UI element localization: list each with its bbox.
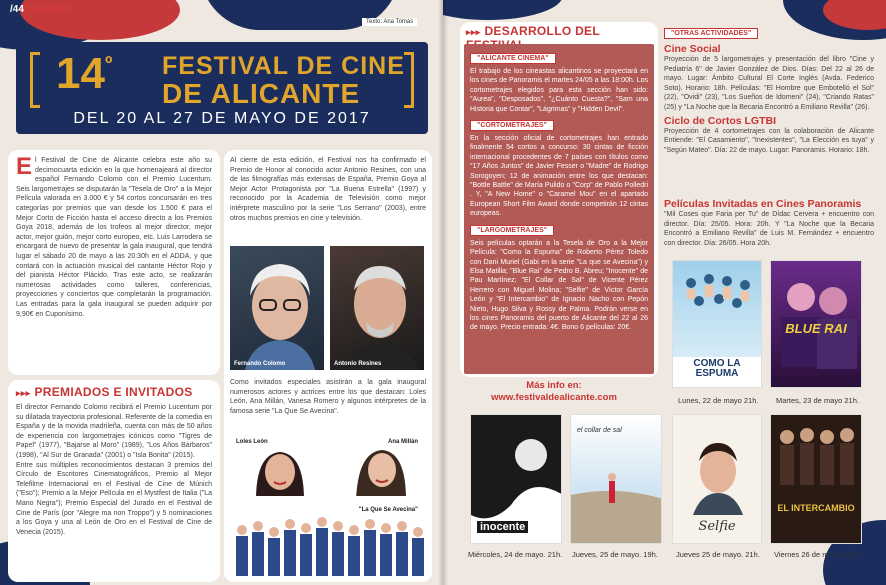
alicante-pill: "ALICANTE CINEMA" bbox=[470, 53, 556, 64]
col2-card bbox=[224, 150, 432, 582]
poster-como-la-espuma[interactable] bbox=[672, 260, 762, 388]
poster-caption: Jueves 25 de mayo. 21h. bbox=[676, 550, 760, 559]
cast-group bbox=[230, 502, 426, 578]
premiados-heading: ▸▸▸ PREMIADOS E INVITADOS bbox=[16, 385, 193, 399]
photo-caption: Ana Millán bbox=[387, 439, 418, 445]
photo-ana bbox=[328, 432, 426, 498]
lgtbi-title: Ciclo de Cortos LGTBI bbox=[664, 114, 777, 127]
poster-caption: Martes, 23 de mayo 21h. bbox=[776, 396, 859, 405]
poster-art bbox=[571, 415, 662, 544]
bracket-right bbox=[404, 52, 414, 108]
festival-title: FESTIVAL DE CINE bbox=[162, 52, 405, 80]
invitadas-text: "Mil Coses que Faria per Tu" de Dídac Cervera + encuentro con director. Día: 25/05. Hora: 20h. Y "La Noche que la Becaria Encontró a Emiliano Revilla" de Luis M. Fernández + encuentro con director. Día: 26/05. Hora 20h. bbox=[664, 211, 874, 247]
poster-title: el collar de sal bbox=[577, 427, 622, 434]
desarrollo-block bbox=[464, 44, 654, 374]
poster-blue-rai[interactable] bbox=[770, 260, 862, 388]
poster-caption: Jueves, 25 de mayo. 19h. bbox=[572, 550, 658, 559]
lgtbi-text: Proyección de 4 cortometrajes con la colaboración de Alicante Entiende: "El Casamiento", "Inexistentes", "La Elección es tuya" y "Según Mateo". Día: 22 de mayo. Lugar: Panoramis. Horario: 18h. bbox=[664, 127, 874, 154]
portrait-colomo bbox=[230, 246, 326, 372]
invitadas-title: Películas Invitadas en Cines Panoramis bbox=[664, 198, 862, 210]
poster-collar-de-sal[interactable] bbox=[570, 414, 662, 544]
page-number: /44 Candente bbox=[10, 4, 73, 15]
intro-text: El Festival de Cine de Alicante celebra este año su decimocuarta edición en la que homenajeará al director español Fernando Colomo con el Premio Lucentum. Seis largometrajes se disputarán la "Tesela de Oro" a la Mejor Película valorada en 3.000 € y 54 cortos concursarán en tres categorías por premios que van desde los 1.500 € para el Mejor Corto de Ficción hasta el acceso directo a los Premios Goya 2018, además de los trofeos al mejor director, mejor actor, mejor guión, mejor corto europeo, etc. Luis Larrodera se encargará de nuevo de presentar la gala inaugural, que tendrá lugar el sábado 20 de mayo a las 20:30h en el ADDA, y que contará con la actuación musical del cantante Héctor Rojo y del pianista Héctor Plácido. Tras este acto, se realizarán numerosas actividades como talleres, conferencias, proyecciones y conciertos que completarán la programación. Las entradas para la gala inaugural se pueden adquirir por 9,90€ en Cuponísimo. bbox=[16, 153, 212, 318]
author-credit: Texto: Ana Tomás bbox=[362, 18, 417, 26]
arrows-icon: ▸▸▸ bbox=[16, 388, 31, 398]
festival-city: DE ALICANTE bbox=[162, 78, 361, 109]
poster-title: EL INTERCAMBIO bbox=[777, 503, 855, 513]
dropcap: E bbox=[16, 153, 33, 180]
poster-title: COMO LA ESPUMA bbox=[693, 358, 741, 379]
otras-pill: "OTRAS ACTIVIDADES" bbox=[664, 28, 758, 39]
photo-loles bbox=[228, 432, 326, 498]
invitadas-block bbox=[664, 198, 874, 258]
largos-text: Seis películas optarán a la Tesela de Oro a la Mejor Película: "Como la Espuma" de Roberto Pérez Toledo con Dani Muriel (Gabi en la serie "La que se Avecina") y Elsa Matilla; "Blue Rai" de Pedro B. Abreu; "Inocente" de Pau Martínez; "El Collar de Sal" de Vicente Pérez Herrero con Miguel Molina; "Selfie" de Víctor García León y "El Intercambio" de Ignacio Nacho con Pepón Nieto, Hugo Silva y Rossy de Palma. Podrán verse en los cines Panoramis del puerto de Alicante del 22 al 26 de mayo. Precio entrada: 4€. Bono 6 películas: 20€. bbox=[470, 239, 648, 332]
poster-inocente[interactable] bbox=[470, 414, 562, 544]
cine-social-title: Cine Social bbox=[664, 43, 721, 55]
arrows-icon: ▸▸▸ bbox=[466, 27, 481, 37]
premiados-card bbox=[8, 380, 220, 582]
premiados-text: El director Fernando Colomo recibirá el Premio Lucentum por su dilatada trayectoria profesional. Referente de la comedia en España y de la movida madrileña, cuenta con más de 50 años de experiencia con largometrajes icónicos como "Tigres de Papel" (1977), "Bajarse al Moro" (1989), "Los Años Bárbaros" (1998), "Al Sur de Granada" (2001) o "Isla Bonita" (2015). bbox=[16, 404, 212, 459]
poster-title: Selfie bbox=[698, 519, 736, 534]
poster-caption: Miércoles, 24 de mayo. 21h. bbox=[468, 550, 563, 559]
desarrollo-heading: ▸▸▸ DESARROLLO DEL bbox=[466, 24, 600, 38]
bracket-left bbox=[30, 52, 40, 108]
poster-caption: Viernes 26 de mayo. 21h. bbox=[774, 550, 860, 559]
festival-dates: DEL 20 AL 27 DE MAYO DE 2017 bbox=[73, 110, 371, 127]
photo-colomo bbox=[228, 244, 326, 372]
premiados-text-2: Entre sus múltiples reconocimientos destacan 3 premios del Círculo de Escritores Cinematográficos, Premio al Mejor Telefilme Internacional en el Festival de Cine de Múnich ("Eso"); Premio a la Mejor Película en el Mystfest de Italia ("La Mano Negra"); Premio Especial del Jurado en el Festival de Cine de París (por "Alegre ma non Troppo") y 5 nominaciones a los Goya y una al León de Oro en el Festival de Cine de Venecia (2015). bbox=[16, 461, 212, 536]
photo-caption: "La Que Se Avecina" bbox=[358, 507, 418, 513]
more-info-label: Más info en: bbox=[526, 380, 582, 391]
intro-card bbox=[8, 150, 220, 375]
photo-caption: Antonio Resines bbox=[334, 361, 382, 367]
photo-resines bbox=[328, 244, 426, 372]
otras-block bbox=[664, 22, 874, 200]
cortos-text: En la sección oficial de cortometrajes han entrado finalmente 54 cortos a concurso: 30 cintas de ficción internacional procedentes de 7 países con títulos como "17 Años Juntos" de Javier Fesser o "Madre" de Rodrigo Sorogoyen; 12 de animación entre los que destacan: "Bottle Battle" de María Pulido o "Corp" de Pablo Polledri . Y, "A New Home" o "Caramel Mou" en el apartado European Short Film Award donde competirán 12 cintas europeas. bbox=[470, 135, 648, 218]
edition-number: $14^º$ bbox=[56, 49, 113, 98]
decor-shape bbox=[443, 0, 563, 20]
cine-social-text: Proyección de 5 largometrajes y presentación del libro "Cine y Pediatría 6" de Javier González de Dios. Días: Del 22 al 26 de mayo. Lugar: Ámbito Cultural El Corte Inglés (Avda. Federico Soto). Horario: 18h. Películas: "El Hombre que Embotelló el Sol" (22), "Ovidi" (23), "Los Sueños de Idomeni" (24), "Criando Ratas" (25) y "La Noche que la Becaria Encontró a Emiliano Revilla" (26). bbox=[664, 56, 874, 111]
poster-caption: Lunes, 22 de mayo 21h. bbox=[678, 396, 759, 405]
poster-title: BLUE RAI bbox=[785, 321, 847, 336]
more-info bbox=[470, 380, 638, 404]
invitados-text: Como invitados especiales asistirán a la gala inaugural numerosos actores y actrices entre los que destacan: Loles León, Ana Millán, Vanesa Romero y algunos intérpretes de la famosa serie "La Que Se Avecina". bbox=[230, 379, 426, 415]
title-banner bbox=[16, 42, 428, 134]
poster-intercambio[interactable] bbox=[770, 414, 862, 544]
poster-art bbox=[771, 415, 862, 544]
resines-text: Al cierre de esta edición, el Festival nos ha confirmado el Premio de Honor al conocido actor Antonio Resines, con una de las filmografías más extensas de España, Premio Goya al Mejor Actor Protagonista por "La Buena Estrella" (1997) y reconocido por la Academia de Televisión como mejor intérprete masculino por la serie "Los Serrano" (2003), entre otros muchos premios en cine y televisión. bbox=[230, 157, 426, 222]
poster-title: inocente bbox=[477, 521, 528, 533]
page-gutter bbox=[438, 0, 448, 585]
photo-cast bbox=[228, 500, 426, 578]
largos-pill: "LARGOMETRAJES" bbox=[470, 225, 554, 236]
photo-caption: Loles León bbox=[236, 439, 268, 445]
photo-caption: Fernando Colomo bbox=[234, 361, 286, 367]
more-info-link[interactable]: www.festivaldealicante.com bbox=[491, 392, 617, 403]
alicante-text: El trabajo de los cineastas alicantinos se proyectará en los cines de Panoramis el martes 24/05 a las 18:00h. Los cortometrajes elegidos para esta sección han sido: "Aurea", "Desposados", "¿Cuánto Cuesta?", "Sam una Historia que Contar", "Lágrimas" y "Hidden Devil". bbox=[470, 68, 648, 113]
cortos-pill: "CORTOMETRAJES" bbox=[470, 120, 554, 131]
portrait-resines bbox=[330, 246, 426, 372]
poster-selfie[interactable] bbox=[672, 414, 762, 544]
